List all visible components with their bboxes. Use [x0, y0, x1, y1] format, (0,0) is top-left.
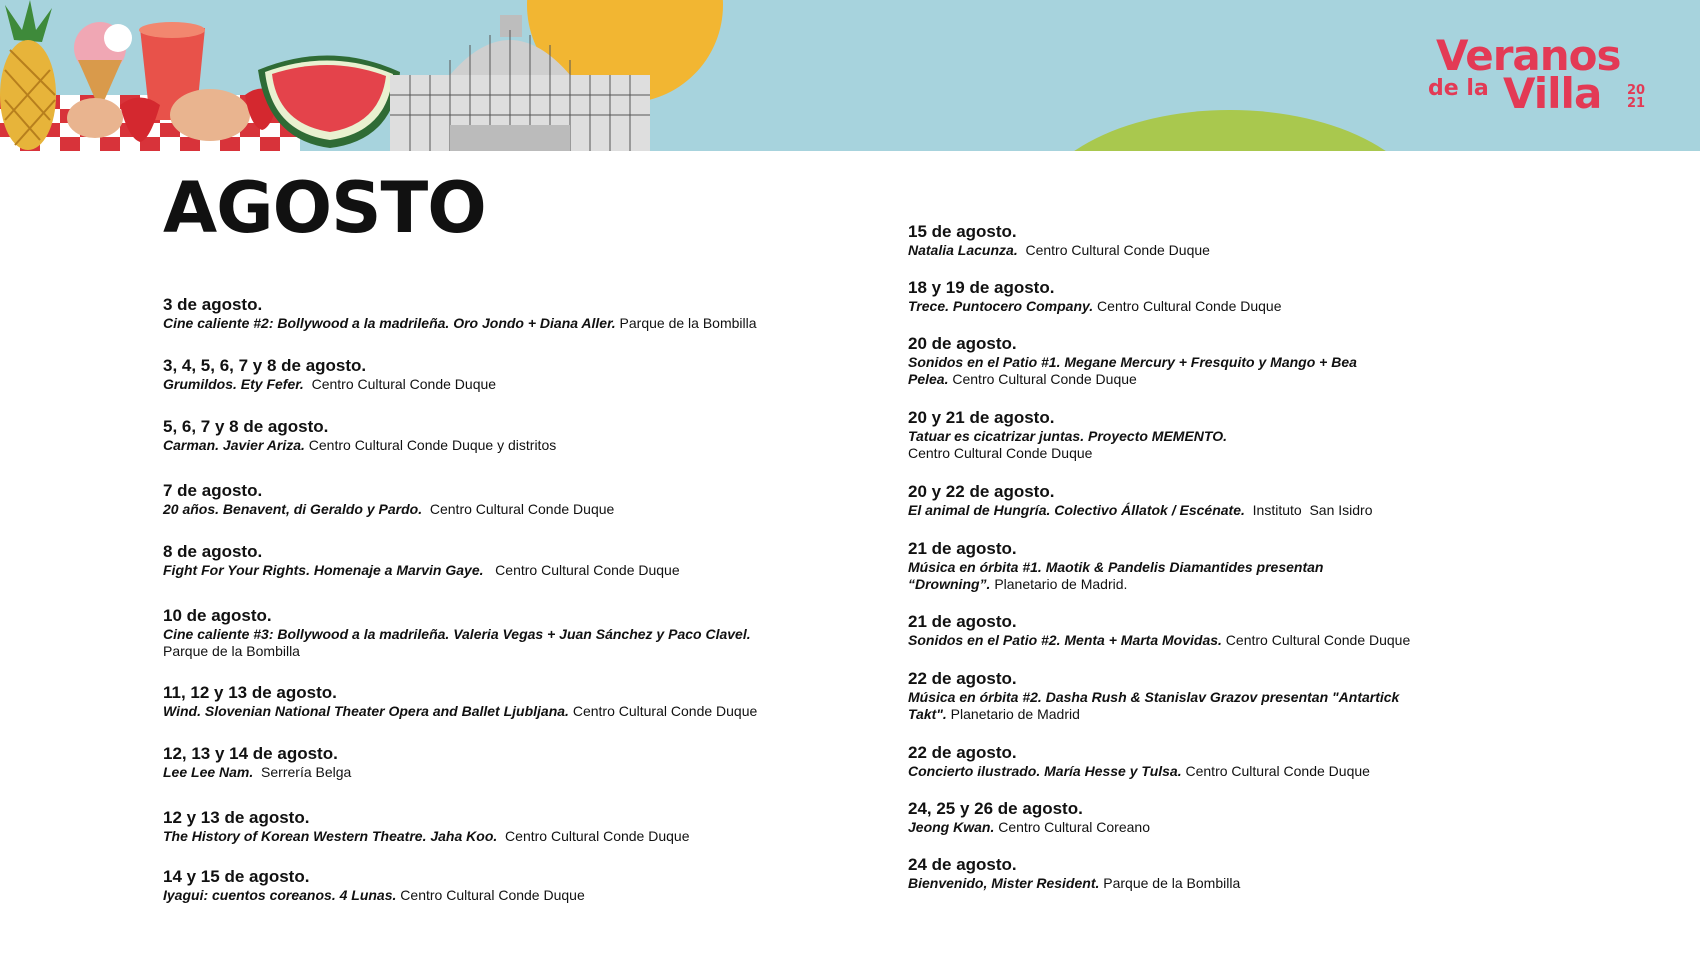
event-description	[163, 376, 923, 393]
event-title: Música en órbita #2. Dasha Rush & Stanislav Grazov presentan "Antartick Takt".	[908, 689, 1400, 722]
event-venue: Centro Cultural Conde Duque	[1221, 632, 1411, 648]
event-entry	[163, 541, 923, 579]
event-date: 11, 12 y 13 de agosto.	[163, 683, 337, 702]
event-entry	[908, 407, 1268, 462]
event-venue: Centro Cultural Conde Duque	[1093, 298, 1282, 314]
event-title: Carman. Javier Ariza.	[163, 437, 305, 453]
event-venue: Centro Cultural Conde Duque	[303, 376, 497, 392]
event-date: 18 y 19 de agosto.	[908, 278, 1055, 297]
event-entry	[163, 294, 923, 332]
event-description	[908, 502, 1608, 519]
logo-line-de-la: de la	[1428, 76, 1489, 101]
event-venue: Centro Cultural Conde Duque	[1017, 242, 1210, 258]
event-entry	[908, 277, 1608, 315]
event-date: 21 de agosto.	[908, 612, 1017, 631]
event-venue: Centro Cultural Conde Duque	[422, 501, 615, 517]
event-description	[908, 632, 1608, 649]
event-description	[908, 689, 1428, 723]
event-description	[908, 298, 1608, 315]
event-entry	[908, 538, 1388, 593]
event-title: Wind. Slovenian National Theater Opera and Ballet Ljubljana.	[163, 703, 569, 719]
event-entry	[163, 866, 923, 904]
event-title: Lee Lee Nam.	[163, 764, 254, 780]
event-venue: Planetario de Madrid.	[990, 576, 1128, 592]
event-venue: Centro Cultural Conde Duque	[568, 703, 758, 719]
event-description	[908, 875, 1608, 892]
logo-year-top: 20	[1626, 83, 1646, 98]
hill-shape	[1030, 110, 1430, 151]
event-title: Natalia Lacunza.	[908, 242, 1018, 258]
event-title: 20 años. Benavent, di Geraldo y Pardo.	[163, 501, 423, 517]
event-entry	[908, 221, 1608, 259]
event-date: 3, 4, 5, 6, 7 y 8 de agosto.	[163, 356, 367, 375]
event-title: Iyagui: cuentos coreanos. 4 Lunas.	[163, 887, 397, 903]
event-title: El animal de Hungría. Colectivo Állatok / Escénate.	[908, 502, 1245, 518]
logo-year-bottom: 21	[1626, 96, 1646, 111]
event-title: Tatuar es cicatrizar juntas. Proyecto MEMENTO.	[908, 428, 1227, 444]
veranos-de-la-villa-logo	[1428, 31, 1668, 120]
event-entry	[908, 611, 1608, 649]
event-entry	[163, 355, 923, 393]
event-venue: Centro Cultural Conde Duque	[497, 828, 690, 844]
event-date: 15 de agosto.	[908, 222, 1017, 241]
event-description	[908, 559, 1388, 593]
event-date: 12, 13 y 14 de agosto.	[163, 744, 338, 763]
event-title: Trece. Puntocero Company.	[908, 298, 1094, 314]
event-description	[908, 354, 1388, 388]
event-title: Grumildos. Ety Fefer.	[163, 376, 304, 392]
event-entry	[163, 416, 923, 454]
event-description	[163, 703, 923, 720]
event-description	[163, 437, 923, 454]
event-title: Fight For Your Rights. Homenaje a Marvin Gaye.	[163, 562, 484, 578]
pineapple-shape	[0, 0, 56, 150]
event-date: 14 y 15 de agosto.	[163, 867, 310, 886]
event-description	[163, 626, 763, 660]
event-entry	[163, 807, 923, 845]
event-title: Concierto ilustrado. María Hesse y Tulsa.	[908, 763, 1182, 779]
event-entry	[908, 798, 1608, 836]
hand-shape	[67, 98, 123, 138]
event-entry	[908, 333, 1388, 388]
event-date: 20 y 21 de agosto.	[908, 408, 1055, 427]
event-date: 7 de agosto.	[163, 481, 263, 500]
event-title: Cine caliente #3: Bollywood a la madrileña. Valeria Vegas + Juan Sánchez y Paco Clavel.	[163, 626, 751, 642]
event-description	[908, 242, 1608, 259]
event-entry	[163, 605, 763, 660]
event-date: 5, 6, 7 y 8 de agosto.	[163, 417, 329, 436]
event-venue: Centro Cultural Conde Duque	[483, 562, 680, 578]
event-venue: Centro Cultural Coreano	[994, 819, 1150, 835]
event-venue: Parque de la Bombilla	[1099, 875, 1241, 891]
event-venue: Centro Cultural Conde Duque	[948, 371, 1137, 387]
event-entry	[908, 742, 1608, 780]
event-description	[163, 501, 923, 518]
event-description	[908, 763, 1608, 780]
event-description	[163, 764, 923, 781]
event-venue: Parque de la Bombilla	[163, 626, 755, 659]
page-title: AGOSTO	[163, 167, 486, 249]
event-entry	[908, 668, 1428, 723]
event-title: Sonidos en el Patio #2. Menta + Marta Movidas.	[908, 632, 1222, 648]
event-entry	[163, 682, 923, 720]
event-date: 24 de agosto.	[908, 855, 1017, 874]
event-date: 10 de agosto.	[163, 606, 272, 625]
event-venue: Parque de la Bombilla	[615, 315, 757, 331]
event-venue: Serrería Belga	[253, 764, 352, 780]
event-date: 24, 25 y 26 de agosto.	[908, 799, 1083, 818]
event-entry	[908, 854, 1608, 892]
event-description	[163, 562, 923, 579]
logo-year	[1624, 84, 1648, 110]
event-date: 22 de agosto.	[908, 669, 1017, 688]
event-venue: Instituto San Isidro	[1244, 502, 1373, 518]
event-description	[908, 428, 1268, 462]
event-description	[163, 315, 923, 332]
hand-shape	[170, 89, 250, 141]
event-title: Sonidos en el Patio #1. Megane Mercury + Fresquito y Mango + Bea Pelea.	[908, 354, 1357, 387]
event-date: 20 y 22 de agosto.	[908, 482, 1055, 501]
event-venue: Planetario de Madrid	[946, 706, 1080, 722]
event-title: The History of Korean Western Theatre. Jaha Koo.	[163, 828, 498, 844]
logo-line-veranos: Veranos	[1436, 31, 1621, 80]
event-entry	[908, 481, 1608, 519]
event-date: 21 de agosto.	[908, 539, 1017, 558]
event-title: Bienvenido, Mister Resident.	[908, 875, 1100, 891]
event-title: Música en órbita #1. Maotik & Pandelis Diamantides presentan “Drowning”.	[908, 559, 1324, 592]
event-date: 8 de agosto.	[163, 542, 263, 561]
event-title: Cine caliente #2: Bollywood a la madrileña. Oro Jondo + Diana Aller.	[163, 315, 616, 331]
event-title: Jeong Kwan.	[908, 819, 995, 835]
event-entry	[163, 480, 923, 518]
event-date: 22 de agosto.	[908, 743, 1017, 762]
event-venue: Centro Cultural Conde Duque	[396, 887, 585, 903]
event-date: 20 de agosto.	[908, 334, 1017, 353]
header-banner	[0, 0, 1700, 151]
event-description	[908, 819, 1608, 836]
event-venue: Centro Cultural Conde Duque y distritos	[304, 437, 557, 453]
event-description	[163, 887, 923, 904]
event-entry	[163, 743, 923, 781]
event-date: 12 y 13 de agosto.	[163, 808, 310, 827]
event-description	[163, 828, 923, 845]
event-venue: Centro Cultural Conde Duque	[908, 428, 1231, 461]
event-venue: Centro Cultural Conde Duque	[1181, 763, 1370, 779]
logo-line-villa: Villa	[1503, 69, 1602, 118]
event-date: 3 de agosto.	[163, 295, 263, 314]
